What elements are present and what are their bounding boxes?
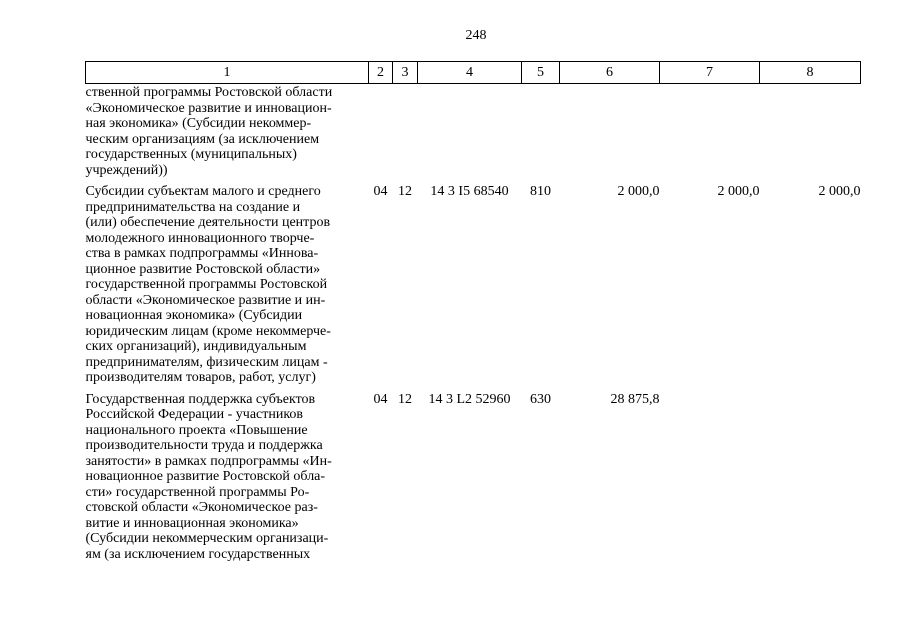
subsection-code: 12 (398, 391, 412, 407)
description-line: новационное развитие Ростовской обла- (85, 469, 326, 484)
description-line: ная экономика» (Субсидии некоммер- (85, 116, 312, 131)
description-line: новационная экономика» (Субсидии (85, 308, 303, 323)
amount-year-2 (660, 84, 760, 185)
description-line: юридическим лицам (кроме некоммерче- (85, 323, 331, 339)
description-line: национального проекта «Повышение (85, 422, 308, 438)
description-line: Субсидии субъектам малого и среднего (85, 184, 321, 199)
description-line: занятости» в рамках подпрограммы «Ин- (85, 453, 332, 469)
table-row (86, 84, 861, 185)
target-article-code: 14 3 L2 52960 (428, 391, 511, 407)
table-row (86, 392, 861, 563)
description-line: (или) обеспечение деятельности центров (85, 215, 331, 230)
amount-year-1: 2 000,0 (617, 184, 660, 199)
amount-year-1 (560, 84, 660, 185)
expense-type-code (522, 84, 560, 185)
description-line: Российской Федерации - участников (85, 407, 304, 422)
description-line: стовской области «Экономическое раз- (85, 500, 318, 515)
section-code (369, 84, 393, 185)
description-line: государственных (муниципальных) (85, 147, 297, 162)
col-header-6: 6 (560, 62, 660, 84)
description-line: «Экономическое развитие и инновацион- (85, 100, 332, 116)
page-number: 248 (465, 28, 487, 43)
expense-type-code: 810 (530, 184, 551, 199)
budget-table (85, 61, 861, 562)
description-line: ственной программы Ростовской области (85, 85, 333, 100)
subsection-code: 12 (398, 184, 412, 199)
description-line: молодежного инновационного творче- (85, 230, 315, 246)
col-header-4: 4 (418, 62, 522, 84)
row-description (86, 184, 369, 392)
description-line: учреждений)) (85, 162, 168, 178)
col-header-3: 3 (393, 62, 418, 84)
col-header-7: 7 (660, 62, 760, 84)
expense-type-code: 630 (530, 391, 551, 407)
amount-year-3: 2 000,0 (818, 184, 861, 199)
header-row (86, 62, 861, 84)
description-line: предпринимательства на создание и (85, 199, 301, 215)
col-header-2: 2 (369, 62, 393, 84)
target-article-code: 14 3 I5 68540 (430, 184, 509, 199)
description-line: производительности труда и поддержка (85, 438, 323, 453)
amount-year-1: 28 875,8 (610, 391, 660, 407)
description-line: сти» государственной программы Ро- (85, 484, 310, 500)
section-code: 04 (373, 184, 388, 199)
description-line: ям (за исключением государственных (85, 546, 311, 562)
description-line: области «Экономическое развитие и ин- (85, 292, 326, 308)
description-line: витие и инновационная экономика» (85, 515, 299, 531)
description-line: государственной программы Ростовской (85, 277, 328, 292)
col-header-1: 1 (86, 62, 369, 84)
description-line: Государственная поддержка субъектов (85, 391, 316, 407)
section-code: 04 (373, 391, 388, 407)
description-line: ства в рамках подпрограммы «Иннова- (85, 246, 319, 261)
amount-year-2: 2 000,0 (717, 184, 760, 199)
amount-year-2 (660, 392, 760, 563)
table-row (86, 184, 861, 392)
col-header-8: 8 (760, 62, 861, 84)
description-line: производителям товаров, работ, услуг) (85, 370, 316, 385)
col-header-5: 5 (522, 62, 560, 84)
description-line: ческим организациям (за исключением (85, 131, 320, 147)
description-line: ских организаций), индивидуальным (85, 339, 307, 354)
description-line: (Субсидии некоммерческим организаци- (85, 531, 329, 546)
amount-year-3 (760, 84, 861, 185)
target-article-code (418, 84, 522, 185)
subsection-code (393, 84, 418, 185)
row-description (86, 84, 369, 185)
amount-year-3 (760, 392, 861, 563)
description-line: ционное развитие Ростовской области» (85, 261, 321, 277)
description-line: предпринимателям, физическим лицам - (85, 354, 328, 370)
row-description (86, 392, 369, 563)
